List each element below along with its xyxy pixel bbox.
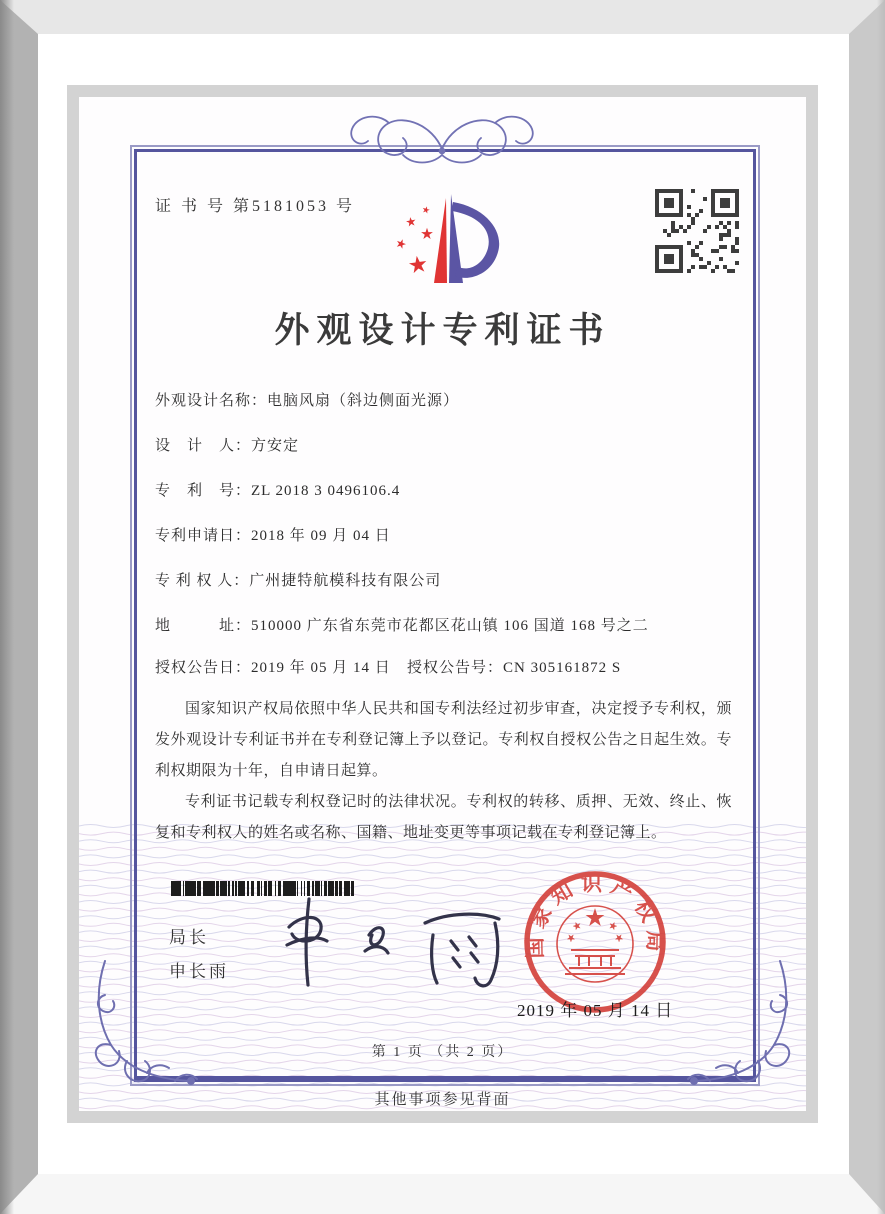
legal-paragraphs — [155, 694, 732, 849]
field-row-design-name — [155, 389, 776, 410]
field-label: 专 利 号： — [155, 483, 252, 499]
field-value: 广州捷特航模科技有限公司 — [249, 573, 442, 589]
certificate-paper — [67, 85, 818, 1123]
field-value: 电脑风扇（斜边侧面光源） — [267, 393, 460, 409]
grant-date-value: 2019 年 05 月 14 日 — [251, 660, 391, 676]
field-label: 设 计 人： — [155, 438, 252, 454]
page-indicator: 第 1 页 （共 2 页） — [371, 1045, 514, 1060]
field-row-patentee — [155, 569, 776, 590]
qr-code — [655, 189, 739, 273]
white-mat — [38, 34, 849, 1174]
cnipa-logo-icon — [385, 191, 509, 293]
paragraph-register-statement: 专利证书记载专利权登记时的法律状况。专利权的转移、质押、无效、终止、恢复和专利权人的姓名或名称、国籍、地址变更等事项记载在专利登记簿上。 — [155, 794, 732, 841]
field-label: 专 利 权 人： — [155, 573, 250, 589]
field-label: 外观设计名称： — [155, 393, 268, 409]
field-value: 2018 年 09 月 04 日 — [251, 528, 391, 544]
certificate-number: 证 书 号 第5181053 号 — [155, 198, 356, 215]
field-label: 地 址： — [155, 618, 252, 634]
field-row-address — [155, 614, 776, 635]
grant-number-value: CN 305161872 S — [503, 660, 622, 676]
field-row-designer — [155, 434, 776, 455]
field-value: ZL 2018 3 0496106.4 — [251, 483, 401, 499]
field-label: 专利申请日： — [155, 528, 252, 544]
back-side-note: 其他事项参见背面 — [374, 1092, 511, 1108]
commissioner-name: 申长雨 — [169, 962, 229, 981]
grant-number-label: 授权公告号： — [407, 660, 504, 676]
paragraph-grant-statement: 国家知识产权局依照中华人民共和国专利法经过初步审查，决定授予专利权，颁发外观设计专利证书并在专利登记簿上予以登记。专利权自授权公告之日起生效。专利权期限为十年，自申请日起算。 — [155, 701, 732, 779]
field-value: 方安定 — [251, 438, 300, 454]
commissioner-title: 局长 — [169, 928, 209, 947]
field-value: 510000 广东省东莞市花都区花山镇 106 国道 168 号之二 — [251, 618, 649, 634]
certificate-title: 外观设计专利证书 — [274, 311, 611, 350]
field-row-patent-number — [155, 479, 776, 500]
field-row-grant — [155, 656, 882, 677]
field-row-filing-date — [155, 524, 776, 545]
grant-date-label: 授权公告日： — [155, 660, 252, 676]
seal-text: 国家知识产权局 — [523, 872, 667, 959]
seal-date: 2019 年 05 月 14 日 — [517, 1001, 674, 1020]
